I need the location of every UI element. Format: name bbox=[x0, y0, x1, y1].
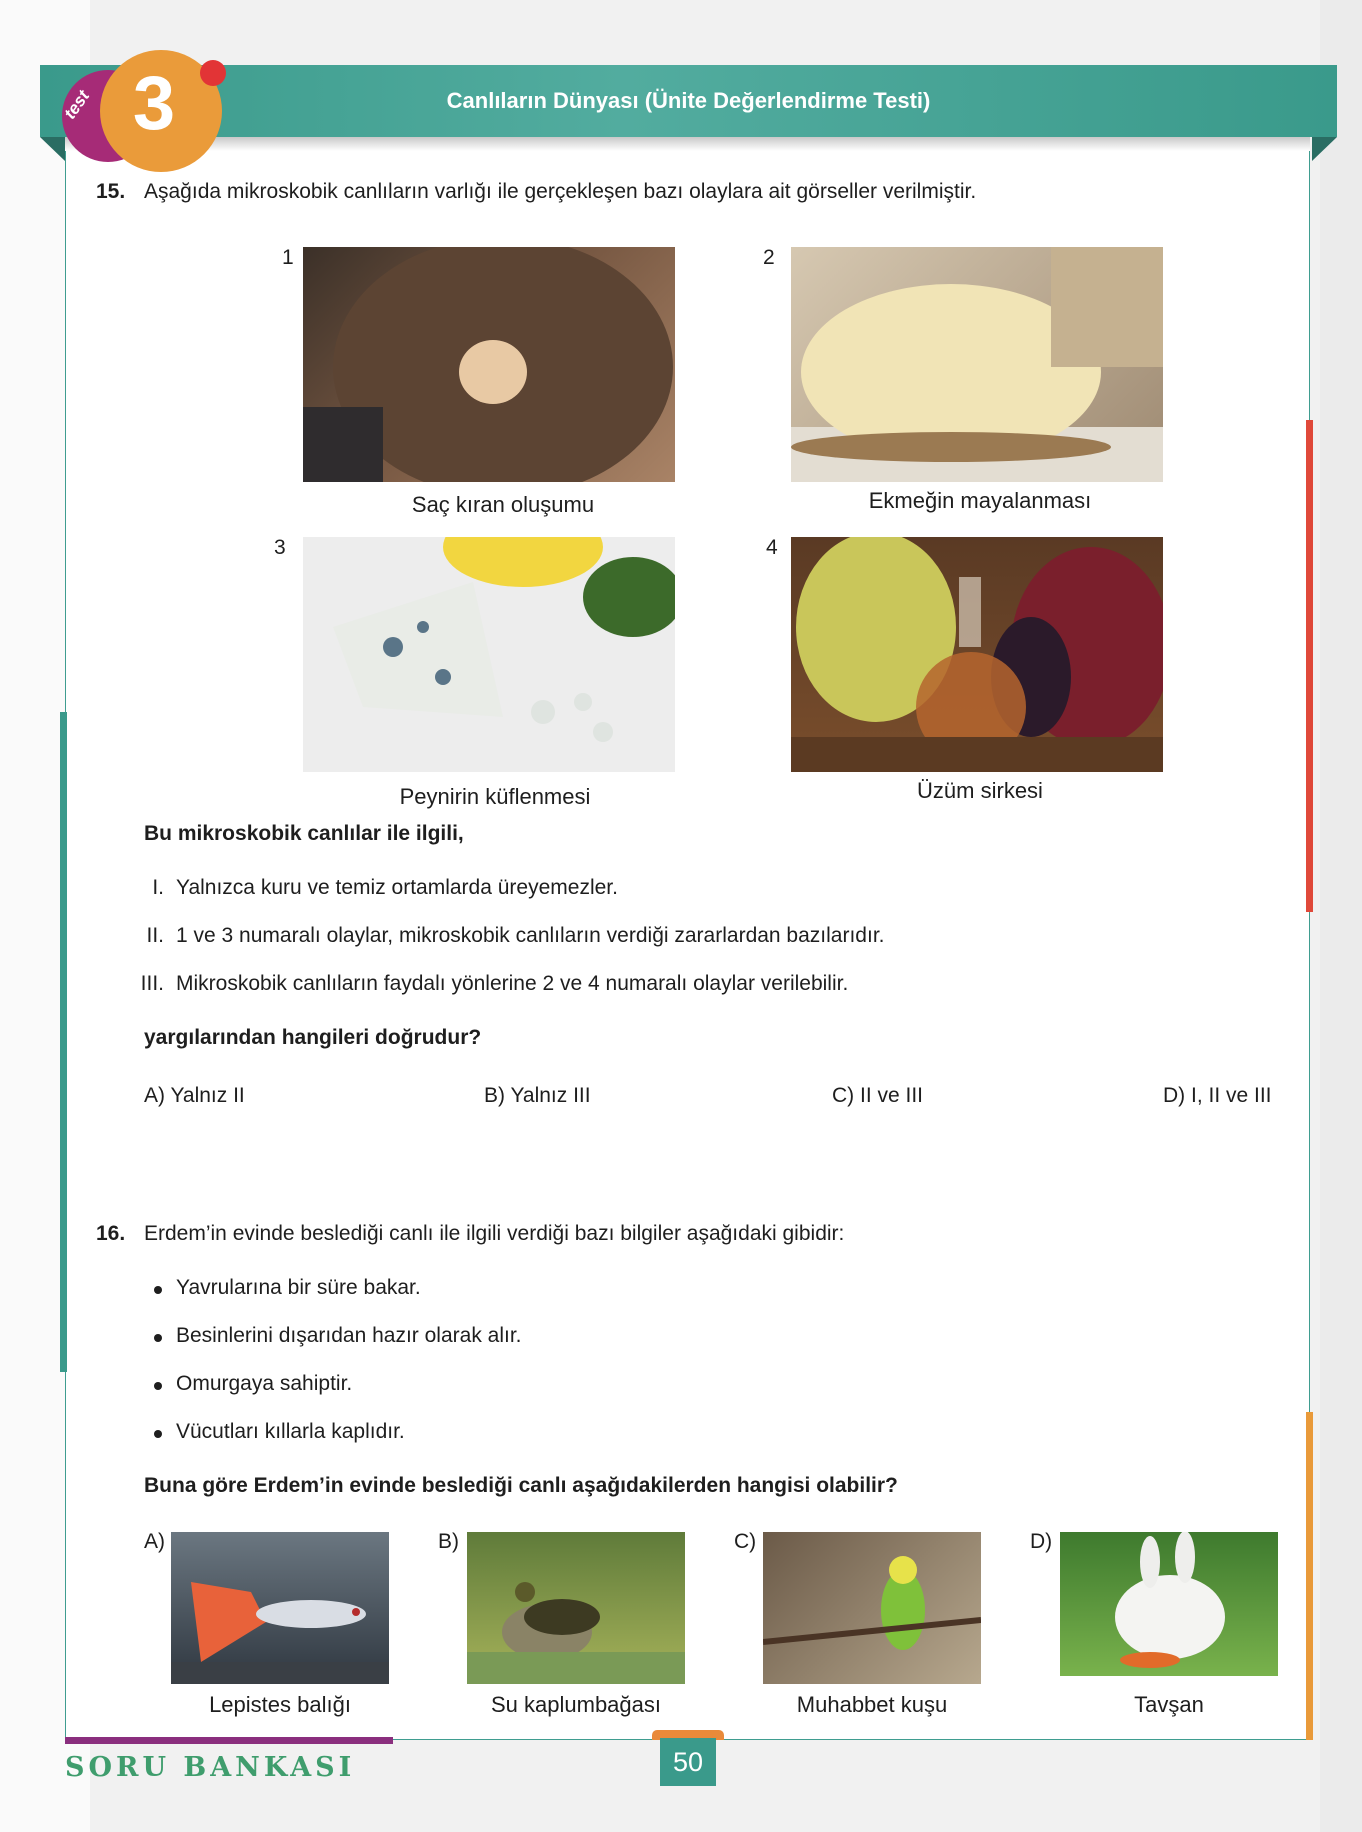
statement-text: Mikroskobik canlıların faydalı yönlerine 2 ve 4 numaralı olaylar verilebilir. bbox=[176, 972, 849, 995]
info-item: Besinlerini dışarıdan hazır olarak alır. bbox=[176, 1324, 522, 1347]
option-caption: Lepistes balığı bbox=[209, 1692, 351, 1717]
option-label[interactable]: A) bbox=[144, 1530, 165, 1553]
image-number: 2 bbox=[763, 246, 775, 269]
statement-lead: Bu mikroskobik canlılar ile ilgili, bbox=[144, 822, 464, 845]
image-number: 4 bbox=[766, 536, 778, 559]
side-stripe bbox=[1306, 1412, 1313, 1740]
page-title: Canlıların Dünyası (Ünite Değerlendirme Testi) bbox=[446, 88, 931, 113]
header-fold bbox=[1312, 137, 1337, 161]
bullet bbox=[154, 1430, 162, 1438]
test-number: 3 bbox=[132, 61, 176, 146]
option-label[interactable]: B) bbox=[438, 1530, 459, 1553]
question-stem: Aşağıda mikroskobik canlıların varlığı ile gerçekleşen bazı olaylara ait görseller verilmiştir. bbox=[144, 180, 977, 203]
option-caption: Tavşan bbox=[1134, 1692, 1204, 1717]
side-stripe bbox=[60, 712, 67, 1372]
answer-option-c[interactable]: C) II ve III bbox=[832, 1084, 924, 1107]
question-prompt: Buna göre Erdem’in evinde beslediği canlı aşağıdakilerden hangisi olabilir? bbox=[144, 1474, 898, 1497]
info-item: Yavrularına bir süre bakar. bbox=[176, 1276, 421, 1299]
statement-text: Yalnızca kuru ve temiz ortamlarda üreyemezler. bbox=[176, 876, 618, 899]
image-caption: Üzüm sirkesi bbox=[917, 778, 1043, 803]
image-number: 1 bbox=[282, 246, 294, 269]
bullet bbox=[154, 1382, 162, 1390]
statement-roman: II. bbox=[146, 924, 164, 947]
statement-text: 1 ve 3 numaralı olaylar, mikroskobik canlıların verdiği zararlardan bazılarıdır. bbox=[176, 924, 885, 947]
brand-title: SORU BANKASI bbox=[65, 1752, 356, 1783]
option-label[interactable]: D) bbox=[1030, 1530, 1053, 1553]
image-number: 3 bbox=[274, 536, 286, 559]
photo-budgie-bird[interactable] bbox=[763, 1532, 981, 1684]
statement-roman: III. bbox=[140, 972, 164, 995]
photo-grape-vinegar bbox=[791, 537, 1163, 772]
side-stripe bbox=[1306, 420, 1313, 912]
info-item: Omurgaya sahiptir. bbox=[176, 1372, 353, 1395]
image-caption: Saç kıran oluşumu bbox=[411, 492, 595, 517]
statement-roman: I. bbox=[152, 876, 164, 899]
answer-option-b[interactable]: B) Yalnız III bbox=[484, 1084, 591, 1107]
badge-dot bbox=[200, 60, 226, 86]
image-caption: Peynirin küflenmesi bbox=[399, 784, 591, 809]
header-shadow bbox=[65, 137, 1310, 151]
test-label: test bbox=[60, 86, 94, 123]
bullet bbox=[154, 1334, 162, 1342]
photo-rabbit[interactable] bbox=[1060, 1532, 1278, 1676]
option-caption: Su kaplumbağası bbox=[491, 1692, 661, 1717]
question-number: 15. bbox=[96, 180, 126, 203]
photo-guppy-fish[interactable] bbox=[171, 1532, 389, 1684]
question-prompt: yargılarından hangileri doğrudur? bbox=[144, 1026, 482, 1049]
option-caption: Muhabbet kuşu bbox=[796, 1692, 948, 1717]
photo-bread-dough bbox=[791, 247, 1163, 482]
question-number: 16. bbox=[96, 1222, 126, 1245]
header-fold bbox=[40, 137, 65, 161]
photo-blue-cheese bbox=[303, 537, 675, 772]
answer-option-d[interactable]: D) I, II ve III bbox=[1163, 1084, 1272, 1107]
bullet bbox=[154, 1286, 162, 1294]
photo-water-turtle[interactable] bbox=[467, 1532, 685, 1684]
question-stem: Erdem’in evinde beslediği canlı ile ilgili verdiği bazı bilgiler aşağıdaki gibidir: bbox=[144, 1222, 845, 1245]
option-label[interactable]: C) bbox=[734, 1530, 757, 1553]
page-number: 50 bbox=[660, 1738, 716, 1786]
image-caption: Ekmeğin mayalanması bbox=[868, 488, 1092, 513]
info-item: Vücutları kıllarla kaplıdır. bbox=[176, 1420, 405, 1443]
bg-block bbox=[1320, 0, 1362, 1832]
answer-option-a[interactable]: A) Yalnız II bbox=[144, 1084, 245, 1107]
photo-head-ringworm bbox=[303, 247, 675, 482]
footer-rule bbox=[65, 1737, 393, 1744]
